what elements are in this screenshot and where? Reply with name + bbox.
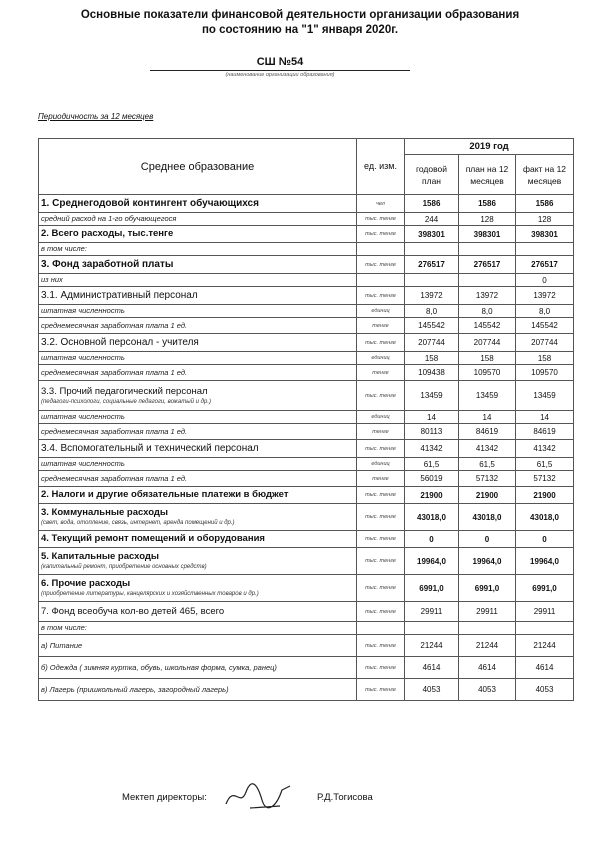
row-unit: тенге [357, 365, 405, 381]
row-label-text: 3. Фонд заработной платы [41, 258, 174, 270]
row-value-v3: 57132 [516, 471, 574, 487]
table-row [39, 256, 574, 274]
row-value-v3: 19964,0 [516, 548, 574, 575]
row-label [39, 334, 357, 352]
table-row [39, 531, 574, 548]
row-value-v2: 13459 [459, 381, 516, 411]
header-plan-year: годовой план [405, 155, 459, 195]
row-label [39, 504, 357, 531]
title-line-2: по состоянию на "1" января 2020г. [201, 24, 399, 36]
row-value-v1: 8,0 [405, 305, 459, 318]
row-unit: единиц [357, 458, 405, 471]
row-label-text: 7. Фонд всеобуча кол-во детей 465, всего [41, 605, 225, 617]
row-label-text: 2. Всего расходы, тыс.тенге [41, 228, 174, 239]
row-value-v1: 398301 [405, 226, 459, 243]
row-value-v3: 109570 [516, 365, 574, 381]
row-unit: тыс. тенге [357, 657, 405, 679]
row-value-v2: 43018,0 [459, 504, 516, 531]
header-unit: ед. изм. [357, 139, 405, 195]
row-value-v2: 4614 [459, 657, 516, 679]
row-label-text: 3.4. Вспомогательный и технический персонал [41, 442, 259, 454]
row-unit [357, 274, 405, 287]
row-label [39, 352, 357, 365]
row-label-text: 2. Налоги и другие обязательные платежи в бюджет [41, 489, 289, 500]
row-value-v1: 158 [405, 352, 459, 365]
row-unit: тыс. тенге [357, 504, 405, 531]
table-row [39, 602, 574, 622]
row-value-v1: 43018,0 [405, 504, 459, 531]
row-value-v1: 80113 [405, 424, 459, 440]
table-row [39, 471, 574, 487]
header-fact-12: факт на 12 месяцев [516, 155, 574, 195]
row-value-v2: 57132 [459, 471, 516, 487]
row-value-v2: 0 [459, 531, 516, 548]
row-label-text: 3.1. Административный персонал [41, 289, 198, 301]
row-label [39, 226, 357, 243]
title-line-1: Основные показатели финансовой деятельности организации образования [80, 9, 520, 21]
row-label [39, 440, 357, 458]
row-value-v3: 43018,0 [516, 504, 574, 531]
row-value-v2: 158 [459, 352, 516, 365]
table-row [39, 424, 574, 440]
row-label-text: штатная численность [41, 353, 125, 362]
row-label [39, 365, 357, 381]
table-row [39, 305, 574, 318]
row-value-v2 [459, 274, 516, 287]
row-value-v3: 4614 [516, 657, 574, 679]
row-value-v1: 13972 [405, 287, 459, 305]
table-row [39, 679, 574, 701]
row-value-v3 [516, 243, 574, 256]
financial-table [38, 138, 574, 701]
row-label-text: 1. Среднегодовой контингент обучающихся [41, 197, 259, 209]
row-value-v3: 13972 [516, 287, 574, 305]
table-row [39, 213, 574, 226]
row-value-v3: 128 [516, 213, 574, 226]
row-value-v1: 276517 [405, 256, 459, 274]
row-value-v2: 61,5 [459, 458, 516, 471]
document-title [0, 8, 600, 38]
signature-role: Мектеп директоры: [122, 792, 207, 803]
table-row [39, 622, 574, 635]
row-label-text: среднемесячная заработная плата 1 ед. [41, 473, 188, 483]
row-unit: тыс. тенге [357, 213, 405, 226]
table-row [39, 440, 574, 458]
handwritten-signature [220, 778, 300, 814]
row-label [39, 305, 357, 318]
row-unit: единиц [357, 411, 405, 424]
row-label-text: среднемесячная заработная плата 1 ед. [41, 367, 188, 377]
row-unit [357, 243, 405, 256]
row-value-v3: 0 [516, 531, 574, 548]
row-label [39, 213, 357, 226]
row-label [39, 602, 357, 622]
row-label-text: 4. Текущий ремонт помещений и оборудования [41, 533, 265, 544]
table-row [39, 657, 574, 679]
row-unit: тенге [357, 424, 405, 440]
row-label [39, 458, 357, 471]
row-unit: тыс. тенге [357, 548, 405, 575]
row-label [39, 243, 357, 256]
table-row [39, 226, 574, 243]
row-unit: тыс. тенге [357, 334, 405, 352]
row-value-v2 [459, 622, 516, 635]
row-value-v2: 207744 [459, 334, 516, 352]
row-label [39, 531, 357, 548]
row-value-v3 [516, 622, 574, 635]
row-label [39, 424, 357, 440]
row-value-v2: 6991,0 [459, 575, 516, 602]
periodicity: Периодичность за 12 месяцев [38, 112, 154, 121]
row-value-v1: 1586 [405, 195, 459, 213]
row-value-v1: 41342 [405, 440, 459, 458]
row-value-v1: 56019 [405, 471, 459, 487]
table-row [39, 575, 574, 602]
row-label-text: 3.2. Основной персонал - учителя [41, 336, 199, 348]
row-value-v3: 276517 [516, 256, 574, 274]
row-value-v3: 207744 [516, 334, 574, 352]
row-sublabel: (свет, вода, отопление, связь, интернет, аренда помещений и др.) [41, 520, 235, 526]
row-unit [357, 622, 405, 635]
row-label-text: 5. Капитальные расходы [41, 551, 160, 562]
row-value-v2: 84619 [459, 424, 516, 440]
row-value-v2: 41342 [459, 440, 516, 458]
row-label [39, 195, 357, 213]
row-label [39, 287, 357, 305]
row-value-v3: 29911 [516, 602, 574, 622]
row-value-v1: 29911 [405, 602, 459, 622]
row-label [39, 635, 357, 657]
row-value-v2: 21900 [459, 487, 516, 504]
row-label [39, 548, 357, 575]
row-label-text: из них [41, 275, 63, 284]
row-value-v2: 21244 [459, 635, 516, 657]
row-value-v2: 398301 [459, 226, 516, 243]
row-value-v1: 4053 [405, 679, 459, 701]
row-label-text: в том числе: [41, 244, 87, 253]
table-row [39, 635, 574, 657]
row-label-text: средний расход на 1-го обучающегося [41, 214, 177, 223]
table-row [39, 504, 574, 531]
table-row [39, 458, 574, 471]
row-value-v2: 1586 [459, 195, 516, 213]
row-value-v3: 41342 [516, 440, 574, 458]
row-unit: тыс. тенге [357, 575, 405, 602]
row-label [39, 575, 357, 602]
row-unit: тыс. тенге [357, 440, 405, 458]
table-row [39, 195, 574, 213]
row-sublabel: (приобретение литературы, канцелярских и хозяйственных товаров и др.) [41, 591, 259, 597]
organization-caption: (наименование организации образования) [225, 72, 335, 78]
table-row [39, 243, 574, 256]
table-row [39, 381, 574, 411]
row-value-v2: 128 [459, 213, 516, 226]
row-unit: чел [357, 195, 405, 213]
row-label-text: штатная численность [41, 412, 125, 421]
row-value-v3: 4053 [516, 679, 574, 701]
row-sublabel: (капитальный ремонт, приобретение основных средств) [41, 564, 207, 570]
row-label [39, 622, 357, 635]
row-value-v1: 109438 [405, 365, 459, 381]
row-label-text: среднемесячная заработная плата 1 ед. [41, 426, 188, 436]
row-unit: тыс. тенге [357, 602, 405, 622]
row-unit: тенге [357, 318, 405, 334]
row-value-v3: 8,0 [516, 305, 574, 318]
table-row [39, 318, 574, 334]
row-value-v3: 6991,0 [516, 575, 574, 602]
header-name: Среднее образование [39, 139, 357, 195]
table-row [39, 487, 574, 504]
row-label-text: б) Одежда ( зимняя куртка, обувь, школьная форма, сумка, ранец) [41, 662, 277, 672]
row-value-v3: 14 [516, 411, 574, 424]
row-value-v3: 61,5 [516, 458, 574, 471]
table-row [39, 274, 574, 287]
row-sublabel: (педагоги-психологи, социальные педагоги, вожатый и др.) [41, 398, 211, 405]
row-unit: тыс. тенге [357, 226, 405, 243]
row-value-v1: 0 [405, 531, 459, 548]
row-value-v1 [405, 274, 459, 287]
row-label-text: штатная численность [41, 459, 125, 468]
row-value-v1: 6991,0 [405, 575, 459, 602]
row-value-v2: 13972 [459, 287, 516, 305]
row-value-v2: 14 [459, 411, 516, 424]
row-unit: тыс. тенге [357, 679, 405, 701]
row-label [39, 318, 357, 334]
row-value-v2: 276517 [459, 256, 516, 274]
row-value-v1: 14 [405, 411, 459, 424]
row-value-v3: 1586 [516, 195, 574, 213]
row-label [39, 256, 357, 274]
row-value-v1: 21900 [405, 487, 459, 504]
table-row [39, 548, 574, 575]
row-label-text: 3.3. Прочий педагогический персонал [41, 385, 208, 397]
row-value-v2: 29911 [459, 602, 516, 622]
table-row [39, 411, 574, 424]
row-value-v1: 145542 [405, 318, 459, 334]
row-value-v3: 158 [516, 352, 574, 365]
header-year: 2019 год [405, 139, 574, 155]
row-value-v1 [405, 622, 459, 635]
row-unit: тыс. тенге [357, 381, 405, 411]
row-value-v1: 13459 [405, 381, 459, 411]
row-label-text: 3. Коммунальные расходы [41, 507, 169, 518]
row-label-text: 6. Прочие расходы [41, 578, 131, 589]
row-label-text: штатная численность [41, 306, 125, 315]
row-unit: тенге [357, 471, 405, 487]
signature-name: Р.Д.Тогисова [317, 792, 373, 803]
row-label [39, 471, 357, 487]
row-label [39, 657, 357, 679]
row-label-text: среднемесячная заработная плата 1 ед. [41, 320, 188, 330]
row-value-v2: 4053 [459, 679, 516, 701]
row-value-v1: 244 [405, 213, 459, 226]
row-label [39, 679, 357, 701]
row-unit: тыс. тенге [357, 256, 405, 274]
row-value-v1: 4614 [405, 657, 459, 679]
organization-name: СШ №54 [256, 56, 304, 68]
row-value-v1 [405, 243, 459, 256]
row-unit: тыс. тенге [357, 531, 405, 548]
row-label-text: в том числе: [41, 623, 87, 632]
row-label [39, 274, 357, 287]
table-row [39, 334, 574, 352]
row-unit: единиц [357, 352, 405, 365]
row-value-v2: 145542 [459, 318, 516, 334]
row-unit: тыс. тенге [357, 635, 405, 657]
row-unit: тыс. тенге [357, 487, 405, 504]
organization-underline [150, 70, 410, 71]
row-value-v1: 19964,0 [405, 548, 459, 575]
row-value-v3: 21244 [516, 635, 574, 657]
row-value-v3: 0 [516, 274, 574, 287]
row-label-text: а) Питание [41, 640, 83, 650]
table-row [39, 365, 574, 381]
row-value-v3: 398301 [516, 226, 574, 243]
row-value-v1: 21244 [405, 635, 459, 657]
table-row [39, 287, 574, 305]
row-value-v1: 61,5 [405, 458, 459, 471]
row-label [39, 381, 357, 411]
row-value-v3: 21900 [516, 487, 574, 504]
row-value-v3: 145542 [516, 318, 574, 334]
row-value-v3: 84619 [516, 424, 574, 440]
row-value-v2 [459, 243, 516, 256]
row-unit: единиц [357, 305, 405, 318]
row-value-v1: 207744 [405, 334, 459, 352]
row-value-v2: 8,0 [459, 305, 516, 318]
row-label-text: в) Лагерь (пришкольный лагерь, загородный лагерь) [41, 684, 229, 694]
row-value-v2: 19964,0 [459, 548, 516, 575]
row-value-v3: 13459 [516, 381, 574, 411]
row-label [39, 411, 357, 424]
header-plan-12: план на 12 месяцев [459, 155, 516, 195]
row-value-v2: 109570 [459, 365, 516, 381]
row-label [39, 487, 357, 504]
row-unit: тыс. тенге [357, 287, 405, 305]
table-row [39, 352, 574, 365]
